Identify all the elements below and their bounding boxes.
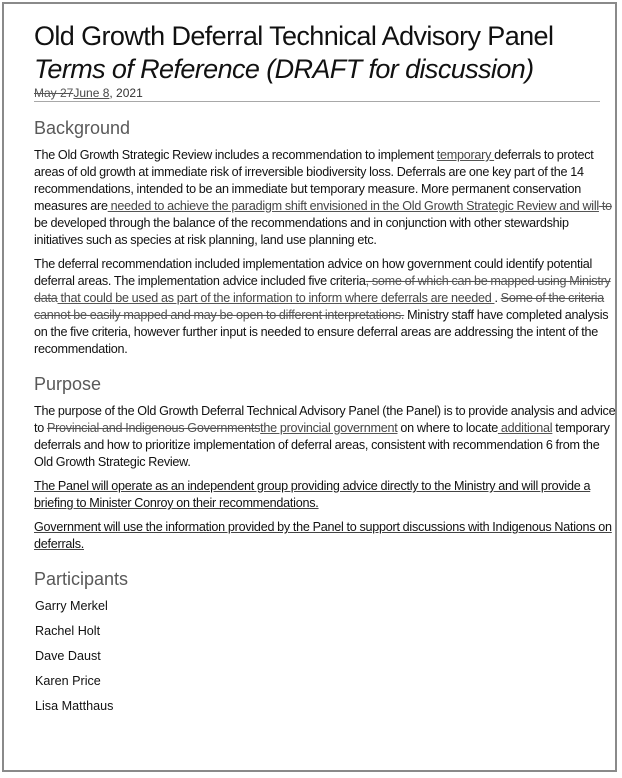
background-paragraph-1 (34, 147, 620, 249)
date-year: , 2021 (109, 86, 143, 100)
document-page (2, 2, 617, 772)
tracked-insertion: temporary (436, 148, 495, 162)
text-run: The purpose of the Old Growth Deferral Technical Advisory Panel (the Panel) is to provide analysis and advice to (34, 404, 616, 435)
purpose-paragraph-1 (34, 403, 620, 471)
purpose-paragraph-2 (34, 478, 620, 512)
background-paragraph-2 (34, 256, 620, 358)
participant-item: Lisa Matthaus (35, 699, 114, 713)
participant-item: Rachel Holt (35, 624, 101, 638)
heading-participants: Participants (34, 569, 129, 589)
document-title: Old Growth Deferral Technical Advisory Panel (34, 21, 554, 51)
heading-background: Background (34, 118, 131, 138)
tracked-deletion: Provincial and Indigenous Governments (46, 421, 261, 435)
text-run: The deferral recommendation included implementation advice on how government could identify potential deferral areas. The implementation advice included five criteria (34, 257, 593, 288)
text-run: on where to locate (397, 421, 498, 435)
text-run: be developed through the balance of the recommendations and in conjunction with other stewardship initiatives such as species at risk planning, land use planning etc. (34, 216, 569, 247)
tracked-insertion: additional (497, 421, 553, 435)
heading-purpose: Purpose (34, 374, 102, 394)
text-run: . (494, 291, 501, 305)
tracked-insertion: that could be used as part of the information to inform where deferrals are needed (57, 291, 495, 305)
participant-item: Karen Price (35, 674, 101, 688)
text-run: The Old Growth Strategic Review includes a recommendation to implement (34, 148, 437, 162)
document-date (34, 86, 600, 102)
tracked-insertion: needed to achieve the paradigm shift envisioned in the Old Growth Strategic Review and will (107, 199, 599, 213)
participant-item: Garry Merkel (35, 599, 108, 613)
text-run: deferrals to protect areas of old growth at immediate risk of irreversible biodiversity loss. Deferrals are one key part of the 14 recommendations, intended to be an immediate but temporary measure. More permanent conservation measures are (34, 148, 594, 213)
tracked-deletion: , some of which can be mapped using Ministry data (34, 274, 611, 305)
date-deleted-text: May 27 (34, 86, 74, 100)
text-run: Ministry staff have completed analysis on the five criteria, however further input is needed to ensure deferral areas are addressing the intent of the recommendation. (34, 308, 609, 356)
document-subtitle: Terms of Reference (DRAFT for discussion) (34, 54, 534, 84)
tracked-insertion: Government will use the information provided by the Panel to support discussions with Indigenous Nations on deferrals. (34, 520, 612, 551)
text-run: temporary deferrals and how to prioritize implementation of deferral areas, consistent with recommendation 6 from the Old Growth Strategic Review. (34, 421, 610, 469)
tracked-deletion: to (598, 199, 612, 213)
date-inserted-text: June 8 (73, 86, 110, 100)
participant-item: Dave Daust (35, 649, 101, 663)
participants-list (34, 598, 620, 715)
purpose-paragraph-3 (34, 519, 620, 553)
document-content (34, 20, 620, 723)
tracked-deletion: Some of the criteria cannot be easily mapped and may be open to different interpretations. (34, 291, 604, 322)
tracked-insertion: the provincial government (260, 421, 398, 435)
tracked-insertion: The Panel will operate as an independent group providing advice directly to the Ministry and will provide a briefing to Minister Conroy on their recommendations. (34, 479, 591, 510)
